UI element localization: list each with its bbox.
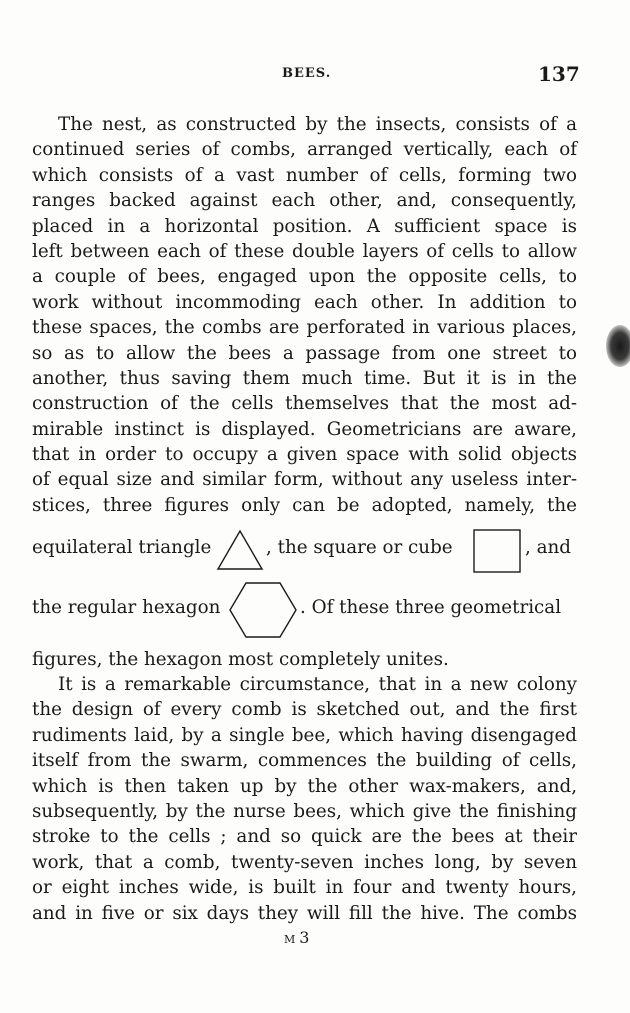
square-icon: [472, 528, 522, 574]
page-number: 137: [538, 62, 580, 86]
text-line: stices, three figures only can be adopted, namely, the: [32, 494, 577, 516]
signature-mark: [284, 928, 315, 947]
text-line: ranges backed against each other, and, consequently,: [32, 190, 577, 212]
text-line: placed in a horizontal position. A sufficient space is: [32, 215, 577, 237]
hexagon-icon: [228, 581, 298, 639]
figure-label-and: , and: [525, 537, 571, 558]
text-line: another, thus saving them much time. But it is in the: [32, 367, 577, 389]
text-line: work, that a comb, twenty-seven inches long, by seven: [32, 851, 577, 873]
text-line: which is then taken up by the other wax-makers, and,: [32, 775, 577, 797]
text-line: subsequently, by the nurse bees, which give the finishing: [32, 800, 577, 822]
page-title: BEES.: [282, 66, 332, 81]
signature-number: 3: [299, 928, 316, 947]
figure-row-triangle-square: [32, 525, 577, 575]
text-line: and in five or six days they will fill the hive. The combs: [32, 902, 577, 924]
text-line: so as to allow the bees a passage from one street to: [32, 342, 577, 364]
text-line: mirable instinct is displayed. Geometricians are aware,: [32, 418, 577, 440]
signature-letter: M: [284, 933, 300, 946]
text-line: or eight inches wide, is built in four and twenty hours,: [32, 877, 577, 899]
figure-label-square: , the square or cube: [266, 537, 453, 558]
text-line: which consists of a vast number of cells, forming two: [32, 164, 577, 186]
triangle-icon: [216, 529, 264, 571]
figure-label-hexagon: the regular hexagon: [32, 597, 221, 618]
text-line: itself from the swarm, commences the building of cells,: [32, 750, 577, 772]
running-head: [0, 62, 630, 86]
text-line: these spaces, the combs are perforated in various places,: [32, 317, 577, 339]
paragraph-2: [32, 672, 577, 926]
text-line: of equal size and similar form, without any useless inter-: [32, 469, 577, 491]
text-line: that in order to occupy a given space with solid objects: [32, 444, 577, 466]
text-line: left between each of these double layers of cells to allow: [32, 240, 577, 262]
ink-blot: [606, 325, 630, 367]
text-line: figures, the hexagon most completely unites.: [32, 649, 449, 670]
text-line: The nest, as constructed by the insects, consists of a: [58, 114, 577, 135]
text-line: the design of every comb is sketched out, and the first: [32, 699, 577, 721]
figure-label-triangle: equilateral triangle: [32, 537, 212, 558]
paragraph-1-end: [32, 647, 577, 672]
text-line: stroke to the cells ; and so quick are the bees at their: [32, 826, 577, 848]
figure-row-hexagon: [32, 585, 577, 635]
text-line: It is a remarkable circumstance, that in a new colony: [58, 674, 577, 695]
paragraph-1: [32, 112, 577, 518]
text-line: construction of the cells themselves that the most ad-: [32, 393, 577, 415]
figure-label-geometrical: . Of these three geometrical: [300, 597, 562, 618]
text-line: work without incommoding each other. In addition to: [32, 291, 577, 313]
text-line: continued series of combs, arranged vertically, each of: [32, 139, 577, 161]
text-line: a couple of bees, engaged upon the opposite cells, to: [32, 266, 577, 288]
text-line: rudiments laid, by a single bee, which having disengaged: [32, 724, 577, 746]
